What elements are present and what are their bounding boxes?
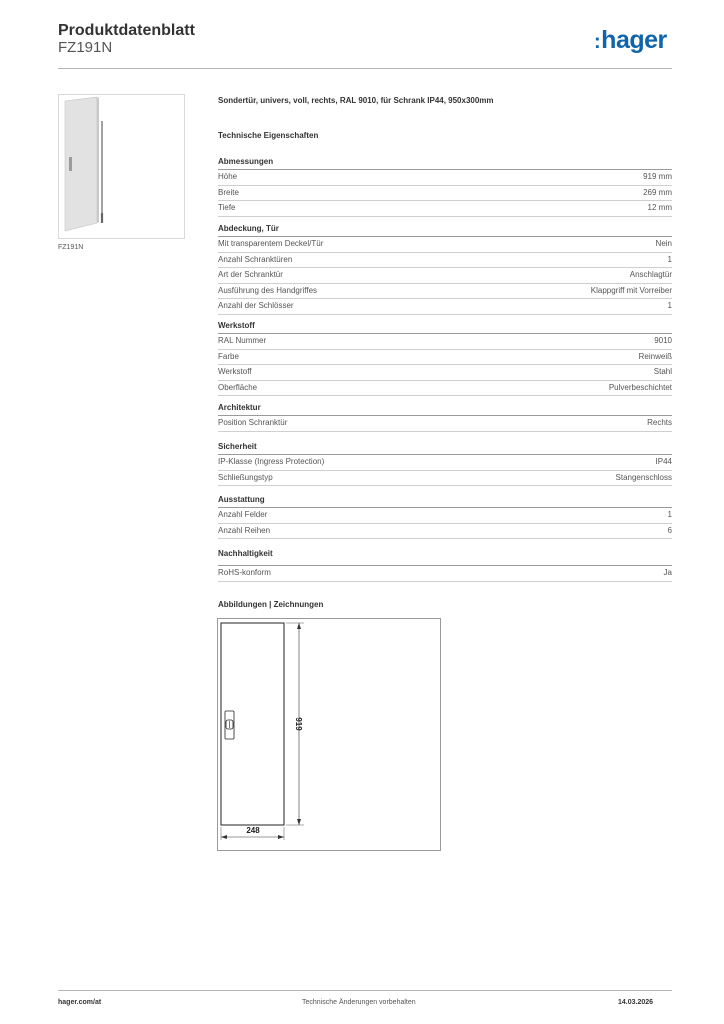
section-abdeckung-tuer — [218, 222, 672, 315]
section-architektur — [218, 401, 672, 432]
spec-row — [218, 365, 672, 381]
section-abmessungen — [218, 155, 672, 217]
width-dimension-label: 248 — [246, 826, 260, 835]
spec-label: Position Schranktür — [218, 418, 288, 427]
spec-row — [218, 201, 672, 217]
spec-row — [218, 284, 672, 300]
spec-label: Ausführung des Handgriffes — [218, 285, 318, 295]
section-nachhaltigkeit — [218, 547, 672, 582]
spec-value: 1 — [667, 254, 672, 264]
section-title: Nachhaltigkeit — [218, 547, 672, 566]
height-dimension-label: 919 — [294, 717, 303, 731]
section-werkstoff — [218, 319, 672, 396]
section-title: Abdeckung, Tür — [218, 222, 672, 237]
product-code: FZ191N — [58, 39, 113, 56]
spec-value: IP44 — [655, 457, 672, 466]
spec-label: Anzahl der Schlösser — [218, 301, 294, 310]
spec-row — [218, 566, 672, 582]
spec-label: Anzahl Reihen — [218, 525, 271, 535]
spec-value: 269 mm — [643, 187, 672, 197]
footer-note: Technische Änderungen vorbehalten — [302, 999, 416, 1006]
spec-label: IP-Klasse (Ingress Protection) — [218, 457, 325, 466]
header-divider — [58, 68, 672, 69]
spec-value: 919 mm — [643, 172, 672, 181]
hager-logo: :hager — [594, 26, 667, 54]
spec-label: Farbe — [218, 351, 239, 361]
spec-value: Anschlagtür — [629, 270, 672, 279]
section-title: Sicherheit — [218, 440, 672, 455]
spec-value: Rechts — [647, 418, 672, 427]
spec-value: Klappgriff mit Vorreiber — [590, 285, 672, 295]
spec-row — [218, 524, 672, 540]
spec-label: Anzahl Schranktüren — [218, 254, 293, 264]
footer-divider — [58, 990, 672, 991]
logo-text: hager — [601, 26, 667, 54]
document-title: Produktdatenblatt — [58, 22, 195, 39]
spec-label: Schließungstyp — [218, 472, 273, 482]
spec-value: 6 — [667, 525, 672, 535]
drawings-title: Abbildungen | Zeichnungen — [218, 600, 324, 609]
footer-website[interactable]: hager.com/at — [58, 999, 102, 1006]
technical-drawing — [217, 618, 441, 851]
spec-row — [218, 186, 672, 202]
section-title: Abmessungen — [218, 155, 672, 170]
spec-value: Ja — [663, 568, 672, 577]
spec-label: Mit transparentem Deckel/Tür — [218, 239, 324, 248]
product-image — [58, 94, 185, 239]
spec-value: 12 mm — [647, 203, 672, 212]
spec-value: 9010 — [654, 336, 672, 345]
spec-row — [218, 350, 672, 366]
section-ausstattung — [218, 493, 672, 539]
spec-label: Tiefe — [218, 203, 236, 212]
spec-label: RoHS-konform — [218, 568, 271, 577]
technical-heading: Technische Eigenschaften — [218, 131, 319, 140]
spec-row — [218, 471, 672, 487]
spec-row — [218, 455, 672, 471]
spec-label: Oberfläche — [218, 382, 258, 392]
spec-row — [218, 268, 672, 284]
section-sicherheit — [218, 440, 672, 486]
spec-value: 1 — [667, 301, 672, 310]
image-caption: FZ191N — [58, 244, 84, 251]
spec-value: Stangenschloss — [615, 472, 672, 482]
spec-value: Pulverbeschichtet — [608, 382, 672, 392]
spec-label: Werkstoff — [218, 367, 252, 376]
spec-row — [218, 381, 672, 397]
spec-row — [218, 508, 672, 524]
spec-label: Breite — [218, 187, 239, 197]
spec-value: Stahl — [653, 367, 672, 376]
spec-label: RAL Nummer — [218, 336, 267, 345]
spec-row — [218, 299, 672, 315]
spec-label: Art der Schranktür — [218, 270, 283, 279]
footer-date: 14.03.2026 — [618, 999, 654, 1006]
spec-label: Höhe — [218, 172, 238, 181]
spec-value: 1 — [667, 510, 672, 519]
spec-row — [218, 253, 672, 269]
spec-row — [218, 334, 672, 350]
product-description: Sondertür, univers, voll, rechts, RAL 9010, für Schrank IP44, 950x300mm — [218, 96, 494, 105]
spec-value: Reinweiß — [638, 351, 672, 361]
section-title: Werkstoff — [218, 319, 672, 334]
spec-label: Anzahl Felder — [218, 510, 268, 519]
spec-row — [218, 237, 672, 253]
section-title: Architektur — [218, 401, 672, 416]
section-title: Ausstattung — [218, 493, 672, 508]
spec-value: Nein — [655, 239, 672, 248]
spec-row — [218, 170, 672, 186]
spec-row — [218, 416, 672, 432]
